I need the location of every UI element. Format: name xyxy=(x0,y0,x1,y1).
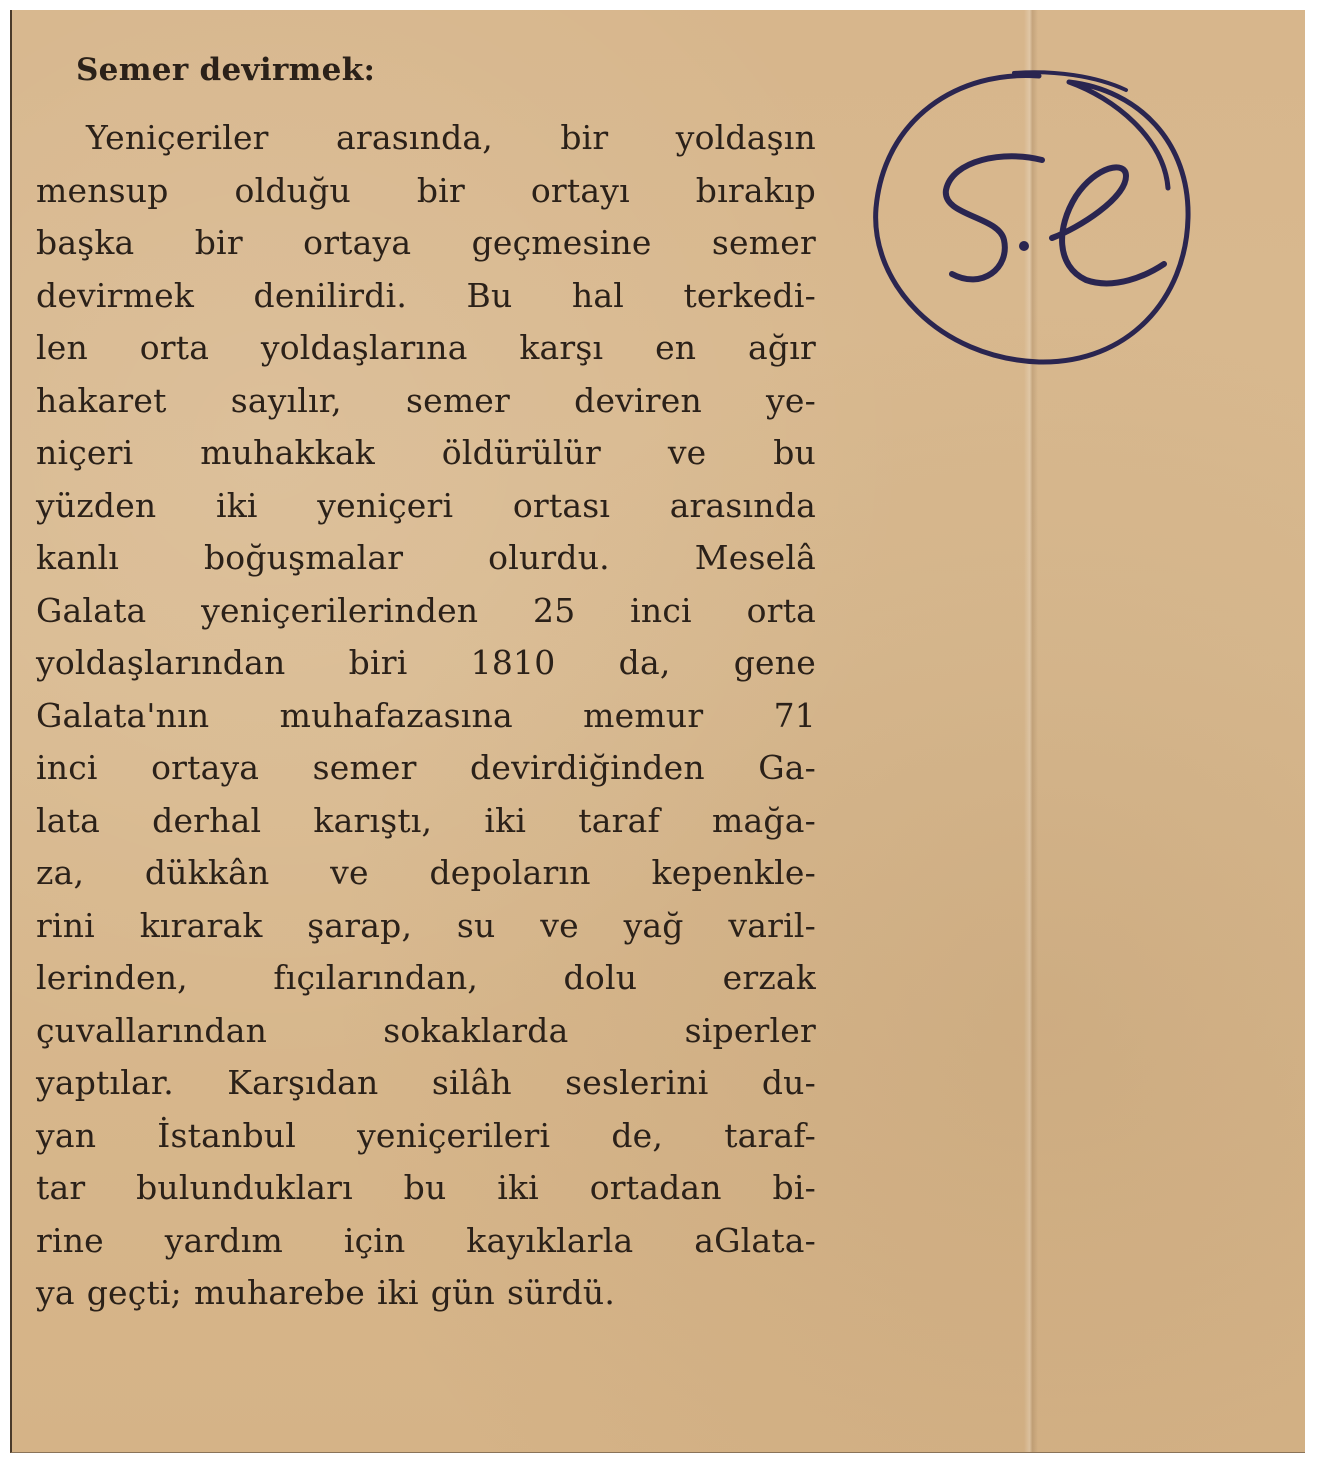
article-line xyxy=(36,375,816,428)
word: bir xyxy=(416,170,465,210)
article-line xyxy=(36,742,816,795)
word: karşı xyxy=(519,328,604,367)
article-body xyxy=(36,112,816,1320)
word: 25 xyxy=(533,590,576,630)
word: yeniçeri xyxy=(317,485,454,525)
word: semer xyxy=(711,223,816,262)
word: sayılır, xyxy=(230,380,342,420)
word: ve xyxy=(667,433,707,472)
article-line xyxy=(36,1057,816,1110)
word: semer xyxy=(312,748,417,787)
word: Galata xyxy=(36,590,147,630)
word: bir xyxy=(560,118,609,157)
word: seslerini xyxy=(565,1063,709,1102)
word: ve xyxy=(330,853,369,892)
word: rini xyxy=(36,905,95,945)
word: İstanbul xyxy=(157,1115,296,1155)
word: iki xyxy=(497,1168,539,1207)
word: tar xyxy=(36,1168,86,1207)
word: ortaya xyxy=(151,748,260,787)
word: yüzden xyxy=(36,485,157,525)
word: başka xyxy=(36,223,135,262)
article-line xyxy=(36,427,816,480)
word: şarap, xyxy=(307,905,413,945)
word: mensup xyxy=(36,170,169,210)
word: Yeniçeriler xyxy=(86,118,269,157)
word: arasında xyxy=(669,485,816,525)
word: yoldaşlarına xyxy=(260,328,468,367)
word: Bu xyxy=(466,275,513,315)
circled-initials-icon xyxy=(864,68,1194,368)
word: ortayı xyxy=(530,170,630,210)
word: taraf xyxy=(578,800,660,840)
word: depoların xyxy=(429,853,591,892)
word: için xyxy=(343,1220,406,1260)
word: yeniçerilerinden xyxy=(201,590,479,630)
word: Meselâ xyxy=(694,538,816,577)
word: terkedi- xyxy=(683,275,816,315)
word: olurdu. xyxy=(488,538,610,577)
word: inci xyxy=(36,748,98,787)
word: taraf- xyxy=(724,1115,816,1155)
word: niçeri xyxy=(36,433,134,472)
word: ağır xyxy=(748,328,816,367)
word: geçmesine xyxy=(471,223,652,262)
word: yoldaşın xyxy=(675,118,816,157)
word: Ga- xyxy=(758,748,816,787)
word: arasında, xyxy=(336,118,493,157)
word: ortadan xyxy=(589,1168,722,1207)
word: devirmek xyxy=(36,275,195,315)
word: yoldaşlarından xyxy=(36,643,286,682)
word: lerinden, xyxy=(36,958,188,997)
word: inci xyxy=(630,590,692,630)
article-line xyxy=(36,637,816,690)
word: boğuşmalar xyxy=(203,538,404,577)
article-line xyxy=(36,1162,816,1215)
article-line xyxy=(36,165,816,218)
word: dükkân xyxy=(144,853,270,892)
word: bir xyxy=(194,223,243,262)
article-title: Semer devirmek: xyxy=(76,52,376,88)
word: ye- xyxy=(766,380,816,420)
article-line xyxy=(36,900,816,953)
word: muhakkak xyxy=(200,433,375,472)
word: bi- xyxy=(772,1168,816,1207)
word: varil- xyxy=(728,905,816,945)
word: devirdiğinden xyxy=(470,748,705,787)
word: hakaret xyxy=(36,380,167,420)
word: bu xyxy=(403,1168,447,1207)
word: kırarak xyxy=(139,905,263,945)
handwritten-annotation xyxy=(864,68,1194,368)
word: ya xyxy=(36,1273,75,1312)
word: mağa- xyxy=(712,800,816,840)
word: muharebe xyxy=(194,1273,366,1312)
word: len xyxy=(36,328,88,367)
word: derhal xyxy=(152,800,262,840)
word: 71 xyxy=(773,695,816,735)
word: iki xyxy=(377,1273,419,1312)
word: bu xyxy=(773,433,816,472)
word: sürdü. xyxy=(506,1273,616,1312)
article-line xyxy=(36,1005,816,1058)
article-line xyxy=(36,585,816,638)
word: Karşıdan xyxy=(227,1063,379,1102)
article-line xyxy=(36,112,816,165)
word: geçti; xyxy=(86,1273,182,1312)
word: denilirdi. xyxy=(253,275,408,315)
word: du- xyxy=(761,1063,816,1102)
word: erzak xyxy=(722,958,816,997)
word: ortası xyxy=(512,485,611,525)
word: karıştı, xyxy=(313,800,433,840)
word: yeniçerileri xyxy=(357,1115,551,1155)
article-line xyxy=(36,217,816,270)
word: muhafazasına xyxy=(279,695,513,735)
article-line xyxy=(36,952,816,1005)
word: fıçılarından, xyxy=(273,958,479,997)
article xyxy=(36,44,816,1320)
article-line xyxy=(36,270,816,323)
word: orta xyxy=(139,328,210,367)
article-line xyxy=(36,1110,816,1163)
word: rine xyxy=(36,1220,104,1260)
word: çuvallarından xyxy=(36,1010,268,1050)
word: ortaya xyxy=(303,223,412,262)
word: za, xyxy=(36,853,85,892)
article-line xyxy=(36,847,816,900)
word: dolu xyxy=(563,958,638,997)
article-line xyxy=(36,532,816,585)
article-line xyxy=(36,322,816,375)
word: memur xyxy=(583,695,704,735)
word: da, xyxy=(618,643,671,682)
word: aGlata- xyxy=(694,1220,816,1260)
article-line xyxy=(36,795,816,848)
article-line xyxy=(36,1267,816,1320)
word: de, xyxy=(611,1115,664,1155)
word: kayıklarla xyxy=(466,1220,634,1260)
word: gene xyxy=(733,643,816,682)
word: kepenkle- xyxy=(651,853,816,892)
word: lata xyxy=(36,800,100,840)
article-line xyxy=(36,1215,816,1268)
word: bulundukları xyxy=(136,1168,353,1207)
word: orta xyxy=(746,590,816,630)
word: 1810 xyxy=(470,643,556,682)
word: su xyxy=(456,905,496,945)
word: yağ xyxy=(623,905,684,945)
newspaper-clipping xyxy=(10,10,1305,1453)
word: biri xyxy=(348,643,408,682)
word: yaptılar. xyxy=(36,1063,174,1102)
word: deviren xyxy=(574,380,702,420)
word: semer xyxy=(405,380,511,420)
word: iki xyxy=(215,485,258,525)
word: yan xyxy=(36,1115,97,1155)
word: silâh xyxy=(431,1063,512,1102)
word: kanlı xyxy=(36,538,120,577)
word: iki xyxy=(484,800,527,840)
word: öldürülür xyxy=(441,433,601,472)
word: gün xyxy=(430,1273,495,1312)
word: ve xyxy=(540,905,579,945)
word: bırakıp xyxy=(695,170,816,210)
word: hal xyxy=(571,275,624,315)
word: en xyxy=(655,328,697,367)
word: sokaklarda xyxy=(383,1010,569,1050)
article-line xyxy=(36,690,816,743)
word: siperler xyxy=(684,1010,816,1050)
word: Galata'nın xyxy=(36,695,210,735)
article-line xyxy=(36,480,816,533)
word: olduğu xyxy=(234,170,351,210)
word: yardım xyxy=(164,1220,283,1260)
